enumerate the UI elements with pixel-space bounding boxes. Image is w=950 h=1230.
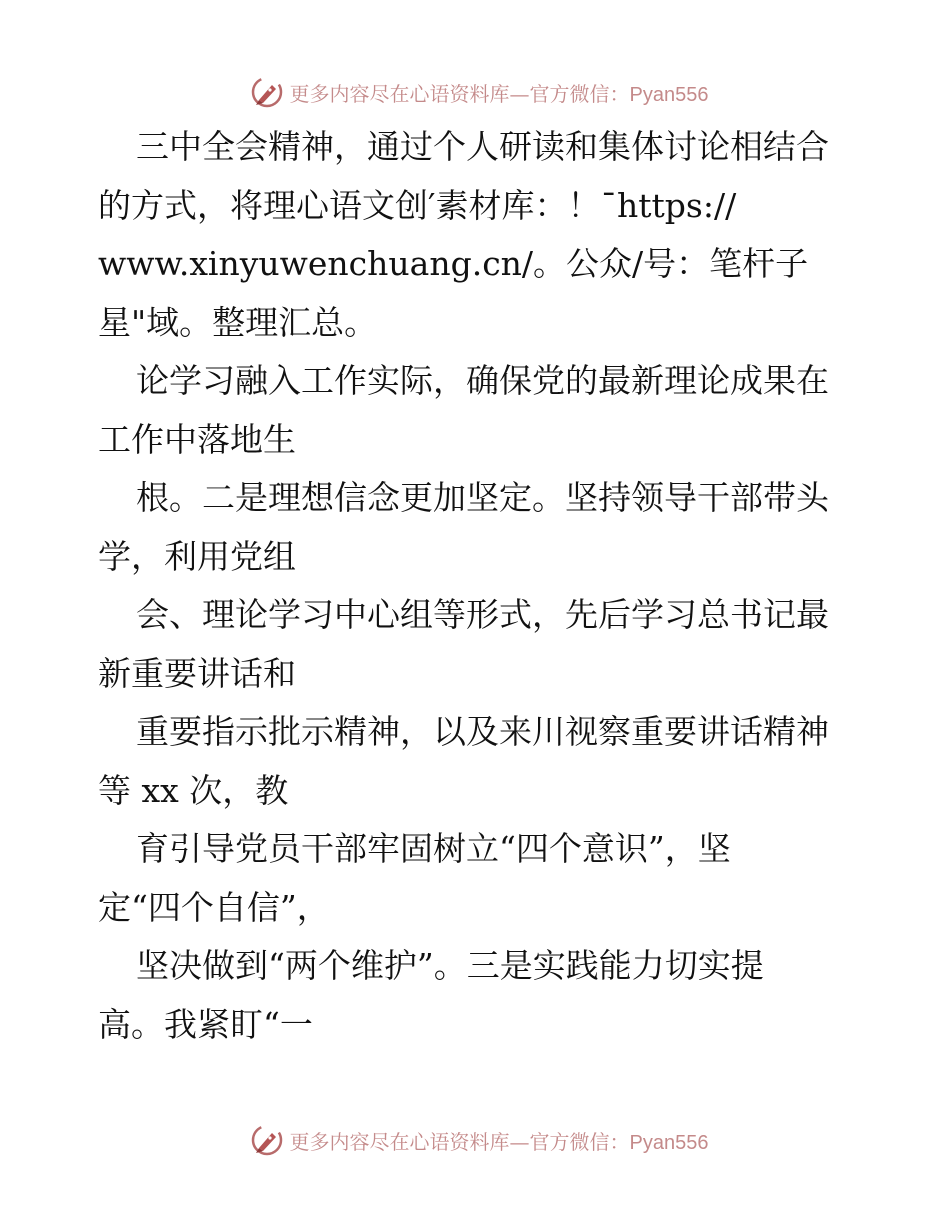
header-watermark-text (290, 78, 709, 107)
pen-nib-logo-icon (250, 1123, 284, 1157)
footer-watermark-cn: 更多内容尽在心语资料库— (289, 1129, 530, 1154)
header-watermark-cn: 更多内容尽在心语资料库— (289, 81, 530, 106)
text-line: 定“四个自信”， (98, 887, 330, 927)
footer-watermark-text (290, 1126, 709, 1155)
document-body (98, 118, 868, 1054)
text-line: 星"域。整理汇总。 (98, 302, 378, 342)
header-watermark (0, 72, 950, 112)
text-line: 育引导党员干部牢固树立“四个意识”，坚 (136, 829, 731, 868)
text-line: 重要指示批示精神，以及来川视察重要讲话精神 (136, 712, 829, 751)
text-line: 三中全会精神，通过个人研读和集体讨论相结合 (136, 127, 829, 166)
pen-nib-logo-icon (250, 75, 284, 109)
text-line: 新重要讲话和 (98, 653, 296, 693)
header-watermark-inner (250, 75, 709, 109)
footer-watermark (0, 1120, 950, 1160)
text-line: 等 xx 次，教 (98, 770, 289, 810)
text-line: www.xinyuwenchuang.cn/。公众/号：笔杆子 (98, 244, 809, 283)
text-line: 学，利用党组 (98, 536, 296, 576)
text-line: 论学习融入工作实际，确保党的最新理论成果在 (136, 361, 829, 400)
footer-watermark-inner (250, 1123, 709, 1157)
text-line: 根。二是理想信念更加坚定。坚持领导干部带头 (136, 478, 829, 517)
footer-watermark-wechat: 官方微信：Pyan556 (529, 1131, 709, 1154)
text-line: 的方式，将理心语文创′素材库：！¯https:// (98, 185, 737, 225)
text-line: 高。我紧盯“一 (98, 1004, 313, 1044)
text-line: 工作中落地生 (98, 419, 296, 459)
header-watermark-wechat: 官方微信：Pyan556 (529, 83, 709, 106)
text-line: 坚决做到“两个维护”。三是实践能力切实提 (136, 946, 764, 985)
text-line: 会、理论学习中心组等形式，先后学习总书记最 (136, 595, 829, 634)
